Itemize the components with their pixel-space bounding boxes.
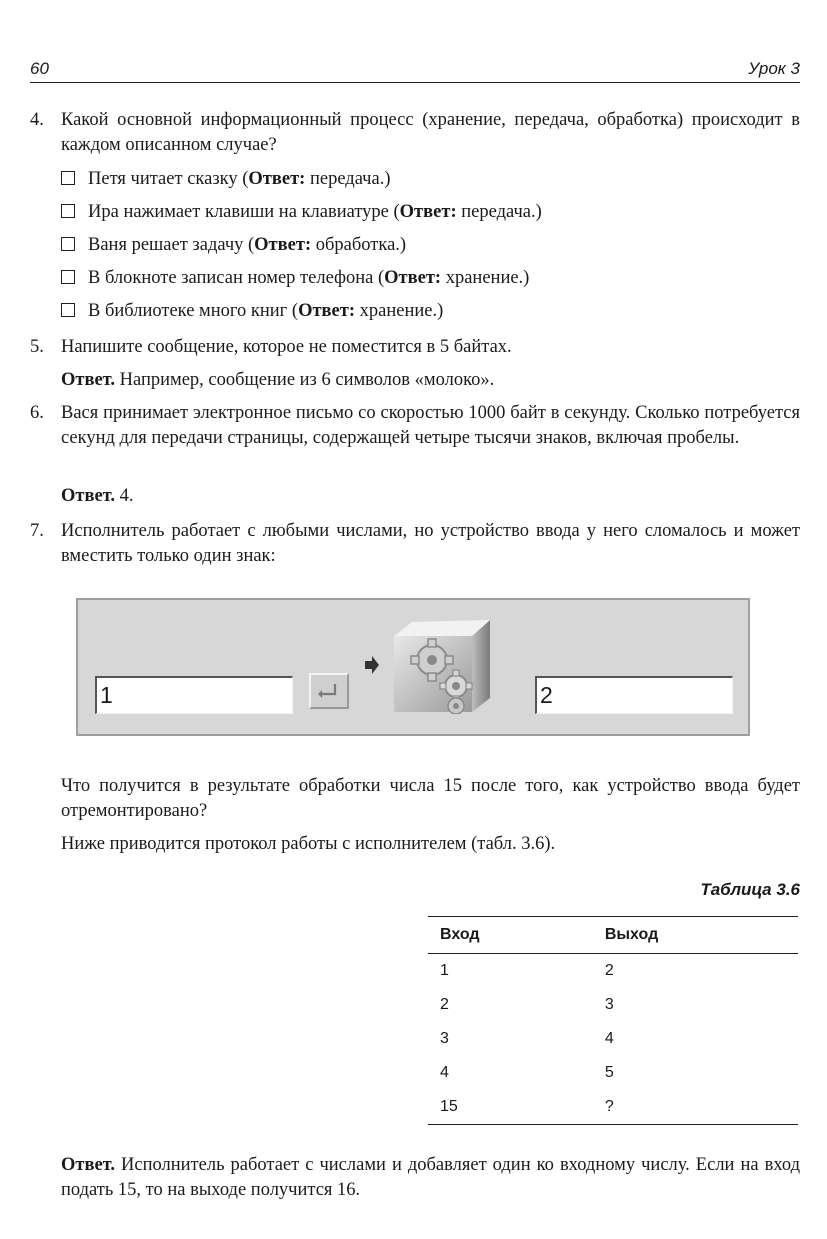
table-cell: 2 <box>604 962 614 979</box>
column-header: Выход <box>597 917 798 954</box>
table-cell: 3 <box>604 996 614 1013</box>
table-cell: 15 <box>440 1098 458 1115</box>
question-number: 4. <box>30 110 44 130</box>
table-row <box>428 988 798 1022</box>
executor-panel <box>76 598 750 736</box>
checkbox-icon <box>61 270 75 284</box>
question-number: 7. <box>30 521 44 541</box>
table-header-row <box>428 917 798 954</box>
question-4 <box>30 108 800 158</box>
chapter-title: Урок 3 <box>748 59 800 78</box>
table-cell: ? <box>604 1098 614 1115</box>
checklist-item: Ваня решает задачу (Ответ: обработка.) <box>61 233 406 258</box>
question-7 <box>30 519 800 569</box>
checkbox-icon <box>61 204 75 218</box>
table-row <box>428 1056 798 1090</box>
question-7-followup: Что получится в результате обработки числа 15 после того, как устройство ввода будет отремонтировано? <box>61 776 800 821</box>
table-cell: 5 <box>604 1064 614 1081</box>
protocol-intro: Ниже приводится протокол работы с исполнителем (табл. 3.6). <box>61 834 556 854</box>
table-cell: 2 <box>440 996 449 1013</box>
checkbox-icon <box>61 237 75 251</box>
table-cell: 3 <box>440 1030 449 1047</box>
input-field[interactable]: 1 <box>95 676 293 714</box>
answer: Ответ. Например, сообщение из 6 символов «молоко». <box>61 370 495 390</box>
question-text: Исполнитель работает с любыми числами, но устройство ввода у него сломалось и может вместить только один знак: <box>61 521 800 566</box>
table-row <box>428 1022 798 1056</box>
page-header <box>30 58 800 83</box>
question-number: 5. <box>30 337 44 357</box>
table-row <box>428 954 798 989</box>
table-cell: 1 <box>440 962 449 979</box>
question-text: Вася принимает электронное письмо со скоростью 1000 байт в секунду. Сколько потребуется секунд для передачи страницы, содержащей четыре тысячи знаков, включая пробелы. <box>61 403 800 448</box>
protocol-table <box>428 916 798 1125</box>
page-number: 60 <box>30 59 49 78</box>
enter-arrow-icon <box>311 675 347 707</box>
answer: Ответ. Исполнитель работает с числами и добавляет один ко входному числу. Если на вход подать 15, то на выходе получится 16. <box>61 1155 800 1200</box>
checklist-item: Петя читает сказку (Ответ: передача.) <box>61 167 390 192</box>
table-cell: 4 <box>440 1064 449 1081</box>
question-6 <box>30 401 800 451</box>
answer: Ответ. 4. <box>61 486 134 506</box>
table-cell: 4 <box>604 1030 614 1047</box>
checkbox-icon <box>61 171 75 185</box>
checkbox-icon <box>61 303 75 317</box>
question-number: 6. <box>30 403 44 423</box>
question-text: Какой основной информационный процесс (хранение, передача, обработка) происходит в каждом описанном случае? <box>61 110 800 155</box>
table-caption: Таблица 3.6 <box>700 880 800 899</box>
question-text: Напишите сообщение, которое не поместится в 5 байтах. <box>61 337 512 357</box>
column-header: Вход <box>428 917 597 954</box>
enter-button[interactable] <box>309 673 349 709</box>
gear-device-icon <box>392 618 492 714</box>
output-field[interactable]: 2 <box>535 676 733 714</box>
checklist-item: Ира нажимает клавиши на клавиатуре (Ответ: передача.) <box>61 200 542 225</box>
question-5 <box>30 335 800 360</box>
table-row <box>428 1090 798 1125</box>
arrow-right-icon <box>364 654 380 676</box>
checklist-item: В блокноте записан номер телефона (Ответ: хранение.) <box>61 266 529 291</box>
checklist-item: В библиотеке много книг (Ответ: хранение.) <box>61 299 443 324</box>
